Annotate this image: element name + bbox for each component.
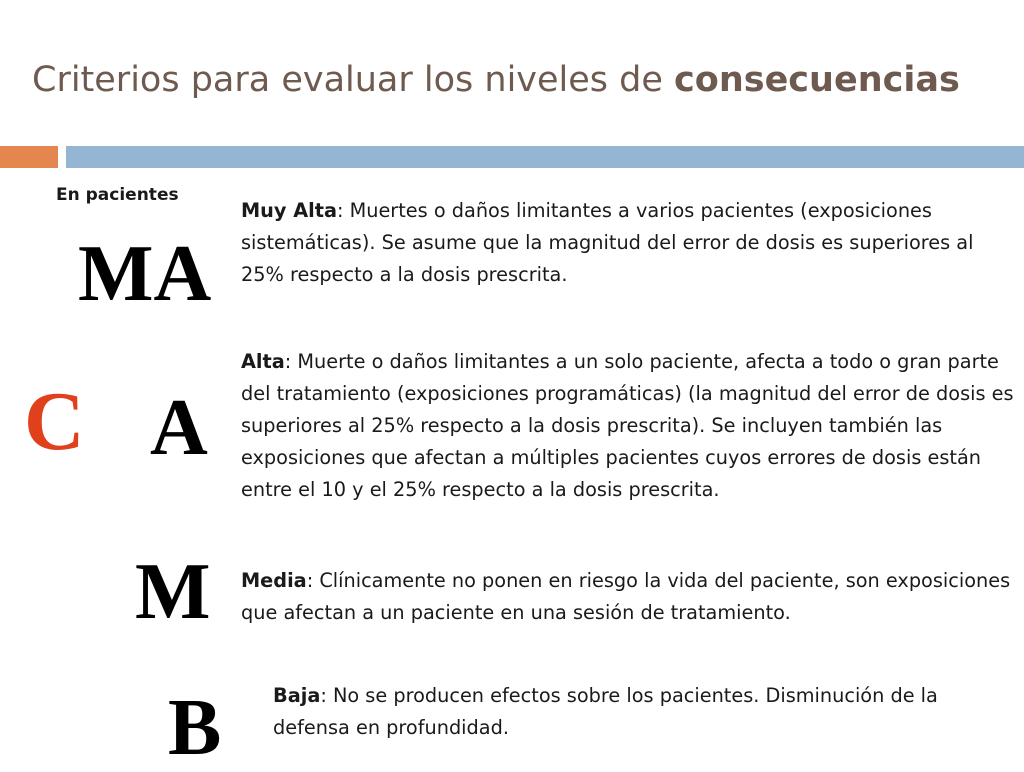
accent-bar-orange bbox=[0, 146, 58, 168]
level-baja-text: : No se producen efectos sobre los pacientes. Disminución de la defensa en profundidad. bbox=[273, 684, 938, 739]
letter-m: M bbox=[135, 548, 211, 636]
level-baja-term: Baja bbox=[273, 684, 321, 707]
slide-title bbox=[32, 60, 960, 100]
level-baja-description bbox=[273, 680, 973, 744]
letter-c: C bbox=[24, 375, 85, 468]
letter-a: A bbox=[150, 384, 208, 472]
level-muy-alta-description bbox=[241, 195, 1019, 291]
level-muy-alta-term: Muy Alta bbox=[241, 199, 337, 222]
accent-bar-blue bbox=[66, 146, 1024, 168]
level-media-term: Media bbox=[241, 569, 307, 592]
level-alta-text: : Muerte o daños limitantes a un solo paciente, afecta a todo o gran parte del tratamiento (exposiciones programáticas) (la magnitud del error de dosis es superiores al 25% respecto a la dosis prescrita). Se incluyen también las exposiciones que afectan a múltiples pacientes cuyos errores de dosis están entre el 10 y el 25% respecto a la dosis prescrita. bbox=[241, 350, 1014, 501]
level-media-description bbox=[241, 565, 1019, 629]
letter-ma: MA bbox=[78, 230, 212, 318]
level-alta-description bbox=[241, 346, 1019, 506]
level-alta-term: Alta bbox=[241, 350, 285, 373]
slide-title-emphasis: consecuencias bbox=[674, 60, 960, 100]
subtitle-en-pacientes: En pacientes bbox=[56, 185, 179, 205]
slide-title-prefix: Criterios para evaluar los niveles de bbox=[32, 60, 675, 100]
level-media-text: : Clínicamente no ponen en riesgo la vida del paciente, son exposiciones que afectan a un paciente en una sesión de tratamiento. bbox=[241, 569, 1011, 624]
level-muy-alta-text: : Muertes o daños limitantes a varios pacientes (exposiciones sistemáticas). Se asume que la magnitud del error de dosis es superiores al 25% respecto a la dosis prescrita. bbox=[241, 199, 974, 286]
letter-b: B bbox=[168, 684, 222, 772]
